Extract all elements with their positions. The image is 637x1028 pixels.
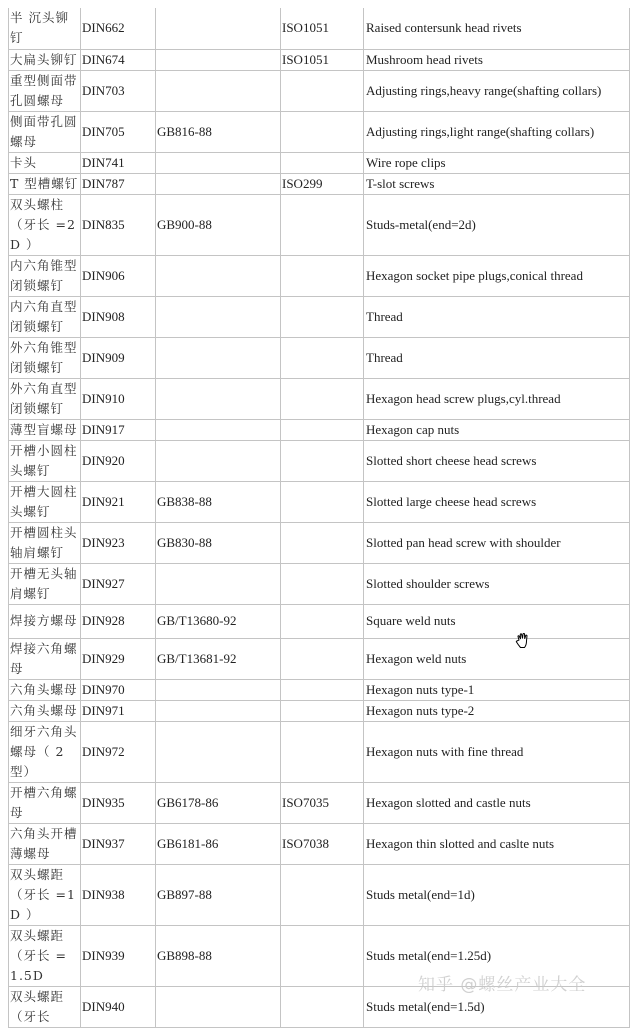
cell-din: DIN703 <box>81 70 156 111</box>
cell-iso <box>281 296 364 337</box>
cell-name-cn: 六角头开槽薄螺母 <box>9 823 81 864</box>
cell-gb: GB/T13680-92 <box>156 604 281 638</box>
cell-din: DIN937 <box>81 823 156 864</box>
cell-name-en: Mushroom head rivets <box>364 49 630 70</box>
table-body <box>9 8 630 1027</box>
cell-name-cn: 薄型盲螺母 <box>9 419 81 440</box>
cell-iso <box>281 638 364 679</box>
cell-name-cn: 双头螺距（牙长 <box>9 986 81 1027</box>
cell-gb: GB838-88 <box>156 481 281 522</box>
cell-iso <box>281 522 364 563</box>
cell-name-en: Raised contersunk head rivets <box>364 8 630 49</box>
cell-name-en: T-slot screws <box>364 173 630 194</box>
cell-gb <box>156 700 281 721</box>
cell-iso <box>281 864 364 925</box>
cell-name-cn: 双头螺柱（牙长 =2D ） <box>9 194 81 255</box>
cell-iso <box>281 337 364 378</box>
cell-name-cn: 外六角锥型闭锁螺钉 <box>9 337 81 378</box>
cell-iso <box>281 679 364 700</box>
cell-din: DIN741 <box>81 152 156 173</box>
cell-iso <box>281 721 364 782</box>
cell-gb <box>156 986 281 1027</box>
cell-iso <box>281 378 364 419</box>
cell-name-en: Wire rope clips <box>364 152 630 173</box>
cell-name-cn: 开槽大圆柱头螺钉 <box>9 481 81 522</box>
cell-name-cn: 双头螺距（牙长 =1D ） <box>9 864 81 925</box>
cell-din: DIN909 <box>81 337 156 378</box>
table-row <box>9 255 630 296</box>
cell-iso <box>281 70 364 111</box>
cell-iso <box>281 563 364 604</box>
cell-din: DIN908 <box>81 296 156 337</box>
cell-din: DIN940 <box>81 986 156 1027</box>
cell-name-en: Hexagon weld nuts <box>364 638 630 679</box>
cell-iso <box>281 419 364 440</box>
cell-din: DIN935 <box>81 782 156 823</box>
cell-gb <box>156 8 281 49</box>
cell-iso <box>281 194 364 255</box>
cell-name-cn: 外六角直型闭锁螺钉 <box>9 378 81 419</box>
cell-gb <box>156 378 281 419</box>
cell-name-cn: 开槽小圆柱头螺钉 <box>9 440 81 481</box>
cell-gb <box>156 337 281 378</box>
cell-name-cn: 六角头螺母 <box>9 679 81 700</box>
cell-din: DIN662 <box>81 8 156 49</box>
cell-iso <box>281 986 364 1027</box>
table-row <box>9 70 630 111</box>
table-row <box>9 378 630 419</box>
cell-gb <box>156 152 281 173</box>
table-row <box>9 481 630 522</box>
cell-name-cn: 大扁头铆钉 <box>9 49 81 70</box>
table-row <box>9 337 630 378</box>
table-row <box>9 152 630 173</box>
cell-din: DIN906 <box>81 255 156 296</box>
cell-iso: ISO1051 <box>281 49 364 70</box>
table-row <box>9 823 630 864</box>
cell-name-cn: 半 沉头铆钉 <box>9 8 81 49</box>
cell-gb <box>156 721 281 782</box>
cell-gb: GB897-88 <box>156 864 281 925</box>
cell-din: DIN674 <box>81 49 156 70</box>
cell-name-en: Studs metal(end=1.5d) <box>364 986 630 1027</box>
cell-gb <box>156 173 281 194</box>
cell-name-en: Hexagon nuts with fine thread <box>364 721 630 782</box>
table-row <box>9 194 630 255</box>
cell-name-cn: 重型侧面带孔圆螺母 <box>9 70 81 111</box>
cell-name-en: Hexagon nuts type-2 <box>364 700 630 721</box>
cell-gb <box>156 419 281 440</box>
cell-name-cn: 内六角直型闭锁螺钉 <box>9 296 81 337</box>
cell-din: DIN705 <box>81 111 156 152</box>
cell-din: DIN972 <box>81 721 156 782</box>
cell-name-en: Hexagon cap nuts <box>364 419 630 440</box>
cell-name-cn: 六角头螺母 <box>9 700 81 721</box>
cell-name-en: Hexagon thin slotted and caslte nuts <box>364 823 630 864</box>
cell-iso <box>281 604 364 638</box>
cell-din: DIN910 <box>81 378 156 419</box>
cell-name-en: Studs-metal(end=2d) <box>364 194 630 255</box>
cell-gb: GB900-88 <box>156 194 281 255</box>
cell-name-cn: 内六角锥型闭锁螺钉 <box>9 255 81 296</box>
cell-gb <box>156 255 281 296</box>
cell-gb: GB898-88 <box>156 925 281 986</box>
cell-name-en: Hexagon slotted and castle nuts <box>364 782 630 823</box>
cell-gb <box>156 440 281 481</box>
cell-name-en: Studs metal(end=1d) <box>364 864 630 925</box>
cell-gb <box>156 679 281 700</box>
cell-name-cn: 焊接六角螺母 <box>9 638 81 679</box>
table-row <box>9 522 630 563</box>
table-row <box>9 604 630 638</box>
cell-din: DIN917 <box>81 419 156 440</box>
cell-name-cn: 双头螺距（牙长 =1.5D <box>9 925 81 986</box>
fastener-standards-table <box>8 8 630 1028</box>
cell-name-cn: 细牙六角头螺母（ 2 型） <box>9 721 81 782</box>
cell-iso: ISO7038 <box>281 823 364 864</box>
cell-gb <box>156 563 281 604</box>
watermark: 知乎 @螺丝产业大全 <box>418 975 587 995</box>
table-row <box>9 563 630 604</box>
cell-gb: GB816-88 <box>156 111 281 152</box>
cell-iso <box>281 481 364 522</box>
table-row <box>9 721 630 782</box>
table-row <box>9 8 630 49</box>
cell-name-en: Adjusting rings,heavy range(shafting collars) <box>364 70 630 111</box>
cell-din: DIN938 <box>81 864 156 925</box>
cell-name-en: Studs metal(end=1.25d) <box>364 925 630 986</box>
cell-gb: GB/T13681-92 <box>156 638 281 679</box>
table-row <box>9 638 630 679</box>
cell-name-cn: 开槽无头轴肩螺钉 <box>9 563 81 604</box>
table-row <box>9 111 630 152</box>
table-row <box>9 296 630 337</box>
cell-gb <box>156 296 281 337</box>
cell-din: DIN928 <box>81 604 156 638</box>
cell-name-cn: 卡头 <box>9 152 81 173</box>
cell-gb: GB830-88 <box>156 522 281 563</box>
cell-name-en: Hexagon head screw plugs,cyl.thread <box>364 378 630 419</box>
cell-iso <box>281 255 364 296</box>
table-row <box>9 679 630 700</box>
cell-din: DIN920 <box>81 440 156 481</box>
cell-iso <box>281 440 364 481</box>
table-row <box>9 700 630 721</box>
cell-name-en: Hexagon nuts type-1 <box>364 679 630 700</box>
table-row <box>9 419 630 440</box>
cell-name-en: Slotted short cheese head screws <box>364 440 630 481</box>
table-row <box>9 173 630 194</box>
cell-iso <box>281 111 364 152</box>
cell-din: DIN971 <box>81 700 156 721</box>
cell-din: DIN927 <box>81 563 156 604</box>
cell-name-en: Square weld nuts <box>364 604 630 638</box>
table-row <box>9 49 630 70</box>
cell-name-cn: 焊接方螺母 <box>9 604 81 638</box>
cell-din: DIN939 <box>81 925 156 986</box>
cell-name-cn: 侧面带孔圆螺母 <box>9 111 81 152</box>
cell-gb: GB6178-86 <box>156 782 281 823</box>
cell-din: DIN970 <box>81 679 156 700</box>
cell-iso: ISO7035 <box>281 782 364 823</box>
table-row <box>9 864 630 925</box>
cell-din: DIN929 <box>81 638 156 679</box>
cell-name-cn: 开槽圆柱头轴肩螺钉 <box>9 522 81 563</box>
cell-iso <box>281 925 364 986</box>
cell-name-en: Thread <box>364 296 630 337</box>
cell-gb <box>156 49 281 70</box>
table-row <box>9 440 630 481</box>
cell-name-en: Adjusting rings,light range(shafting collars) <box>364 111 630 152</box>
cell-din: DIN787 <box>81 173 156 194</box>
cell-iso <box>281 700 364 721</box>
cell-din: DIN835 <box>81 194 156 255</box>
cell-iso: ISO299 <box>281 173 364 194</box>
hand-cursor-icon <box>514 632 532 650</box>
cell-gb <box>156 70 281 111</box>
cell-gb: GB6181-86 <box>156 823 281 864</box>
cell-din: DIN923 <box>81 522 156 563</box>
cell-name-en: Slotted large cheese head screws <box>364 481 630 522</box>
cell-name-cn: 开槽六角螺母 <box>9 782 81 823</box>
cell-iso <box>281 152 364 173</box>
cell-iso: ISO1051 <box>281 8 364 49</box>
cell-name-en: Thread <box>364 337 630 378</box>
cell-name-en: Slotted shoulder screws <box>364 563 630 604</box>
cell-name-en: Hexagon socket pipe plugs,conical thread <box>364 255 630 296</box>
cell-name-cn: T 型槽螺钉 <box>9 173 81 194</box>
table-row <box>9 782 630 823</box>
cell-din: DIN921 <box>81 481 156 522</box>
cell-name-en: Slotted pan head screw with shoulder <box>364 522 630 563</box>
